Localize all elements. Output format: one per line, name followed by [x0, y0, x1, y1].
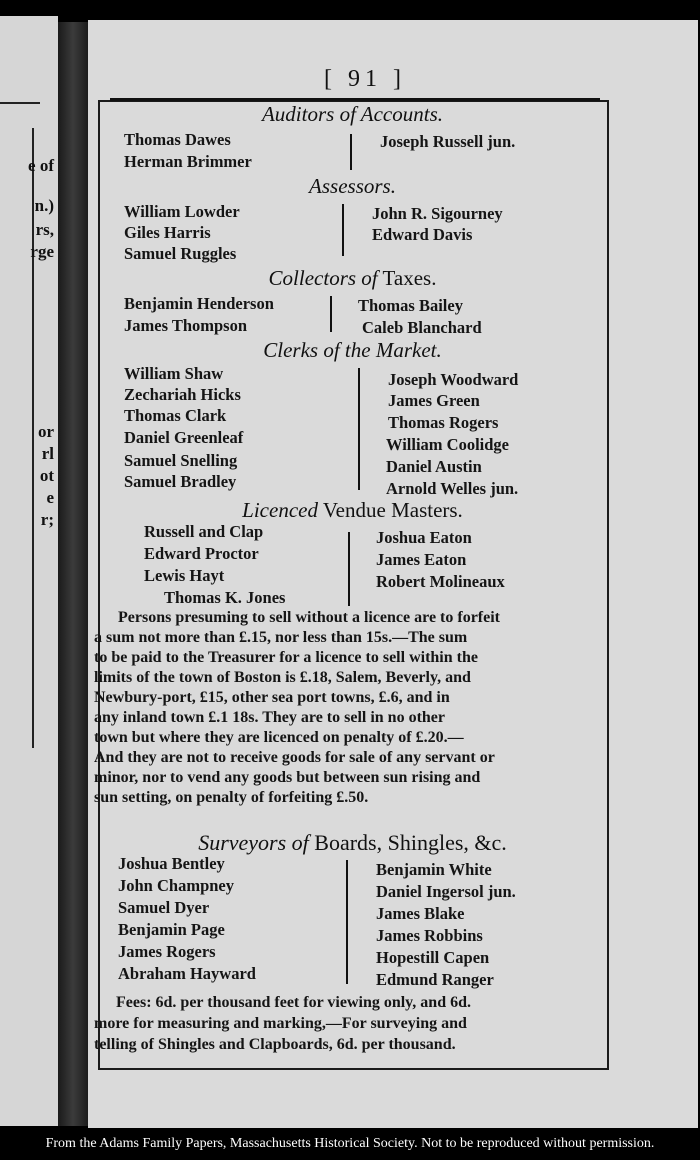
left-fragment: n.) [34, 196, 54, 215]
clerk-name: Samuel Bradley [124, 472, 237, 491]
vendue-regulations-paragraph [94, 608, 604, 808]
clerk-name: Joseph Woodward [388, 370, 519, 389]
auditor-name: Herman Brimmer [124, 152, 252, 171]
clerk-name: Thomas Clark [124, 406, 227, 425]
copyright-footer: From the Adams Family Papers, Massachusetts Historical Society. Not to be reproduced without permission. [45, 1136, 655, 1151]
column-divider [330, 296, 332, 332]
left-page-rule [0, 102, 40, 104]
assessor-name: William Lowder [124, 202, 240, 221]
paragraph-line: Persons presuming to sell without a licence are to forfeit [118, 609, 501, 626]
clerk-name: William Coolidge [386, 435, 509, 454]
assessor-name: John R. Sigourney [372, 204, 503, 223]
header-rule [110, 98, 600, 101]
clerk-name: Zechariah Hicks [124, 385, 241, 404]
left-fragment: rs, [35, 220, 54, 239]
left-page-column-line [32, 128, 34, 748]
vendue-master-name: Russell and Clap [144, 522, 264, 541]
column-divider [350, 134, 352, 170]
left-fragment: rl [41, 444, 54, 463]
auditor-name: Joseph Russell jun. [380, 132, 516, 151]
book-spine [58, 22, 88, 1126]
left-fragment: rge [30, 242, 54, 261]
assessor-name: Giles Harris [124, 223, 211, 242]
clerk-name: James Green [388, 391, 480, 410]
vendue-master-name: Thomas K. Jones [164, 588, 286, 607]
surveyor-name: Hopestill Capen [376, 948, 490, 967]
paragraph-line: Fees: 6d. per thousand feet for viewing only, and 6d. [116, 994, 471, 1011]
surveyor-name: Abraham Hayward [118, 964, 256, 983]
left-fragment: ot [39, 466, 54, 485]
clerk-name: Samuel Snelling [124, 451, 238, 470]
left-fragment: e [46, 488, 54, 507]
surveyor-name: James Rogers [118, 942, 216, 961]
surveyor-name: Benjamin White [376, 860, 492, 879]
surveyor-name: John Champney [118, 876, 234, 895]
left-fragment: e of [28, 156, 54, 175]
collector-name: Benjamin Henderson [124, 294, 274, 313]
clerk-name: Thomas Rogers [388, 413, 499, 432]
assessor-name: Edward Davis [372, 225, 473, 244]
vendue-master-name: James Eaton [376, 550, 467, 569]
column-divider [348, 532, 350, 606]
surveyor-name: James Blake [376, 904, 465, 923]
paragraph-line: town but where they are licenced on penalty of £.20.— [94, 729, 464, 746]
vendue-master-name: Robert Molineaux [376, 572, 505, 591]
clerk-name: Daniel Austin [386, 457, 482, 476]
section-heading-vendue-masters: Licenced Vendue Masters. [242, 498, 463, 522]
surveyor-name: Edmund Ranger [376, 970, 494, 989]
left-fragment: r; [40, 510, 54, 529]
page-number: [ 91 ] [324, 66, 406, 92]
surveyor-name: James Robbins [376, 926, 483, 945]
surveyor-name: Daniel Ingersol jun. [376, 882, 516, 901]
collector-name: James Thompson [124, 316, 248, 335]
collector-name: Thomas Bailey [358, 296, 463, 315]
collector-name: Caleb Blanchard [362, 318, 482, 337]
clerk-name: William Shaw [124, 364, 224, 383]
fees-paragraph [94, 992, 604, 1055]
column-divider [346, 860, 348, 984]
section-heading-auditors: Auditors of Accounts. [261, 102, 444, 126]
vendue-master-name: Lewis Hayt [144, 566, 225, 585]
paragraph-line: And they are not to receive goods for sale of any servant or [94, 749, 495, 766]
paragraph-line: minor, nor to vend any goods but between sun rising and [94, 769, 481, 786]
section-heading-surveyors: Surveyors of Boards, Shingles, &c. [198, 830, 507, 855]
clerk-name: Arnold Welles jun. [386, 479, 519, 498]
left-fragment: or [37, 422, 54, 441]
vendue-master-name: Joshua Eaton [376, 528, 472, 547]
paragraph-line: limits of the town of Boston is £.18, Salem, Beverly, and [94, 669, 471, 686]
column-divider [358, 368, 360, 490]
paragraph-line: a sum not more than £.15, nor less than 15s.—The sum [94, 629, 468, 646]
paragraph-line: to be paid to the Treasurer for a licence to sell within the [94, 649, 478, 666]
vendue-master-name: Edward Proctor [144, 544, 259, 563]
paragraph-line: Newbury-port, £15, other sea port towns, £.6, and in [94, 689, 450, 706]
surveyor-name: Benjamin Page [118, 920, 225, 939]
paragraph-line: more for measuring and marking,—For surveying and [94, 1015, 467, 1032]
section-heading-clerks: Clerks of the Market. [263, 338, 442, 362]
paragraph-line: sun setting, on penalty of forfeiting £.50. [94, 789, 369, 806]
clerk-name: Daniel Greenleaf [124, 428, 244, 447]
assessor-name: Samuel Ruggles [124, 244, 237, 263]
section-heading-collectors: Collectors of Taxes. [268, 266, 437, 290]
left-page-edge [0, 16, 58, 1126]
surveyor-name: Joshua Bentley [118, 854, 225, 873]
column-divider [342, 204, 344, 256]
surveyor-name: Samuel Dyer [118, 898, 210, 917]
section-heading-assessors: Assessors. [309, 174, 396, 198]
auditor-name: Thomas Dawes [124, 130, 231, 149]
paragraph-line: any inland town £.1 18s. They are to sell in no other [94, 709, 446, 726]
paragraph-line: telling of Shingles and Clapboards, 6d. per thousand. [94, 1036, 456, 1053]
